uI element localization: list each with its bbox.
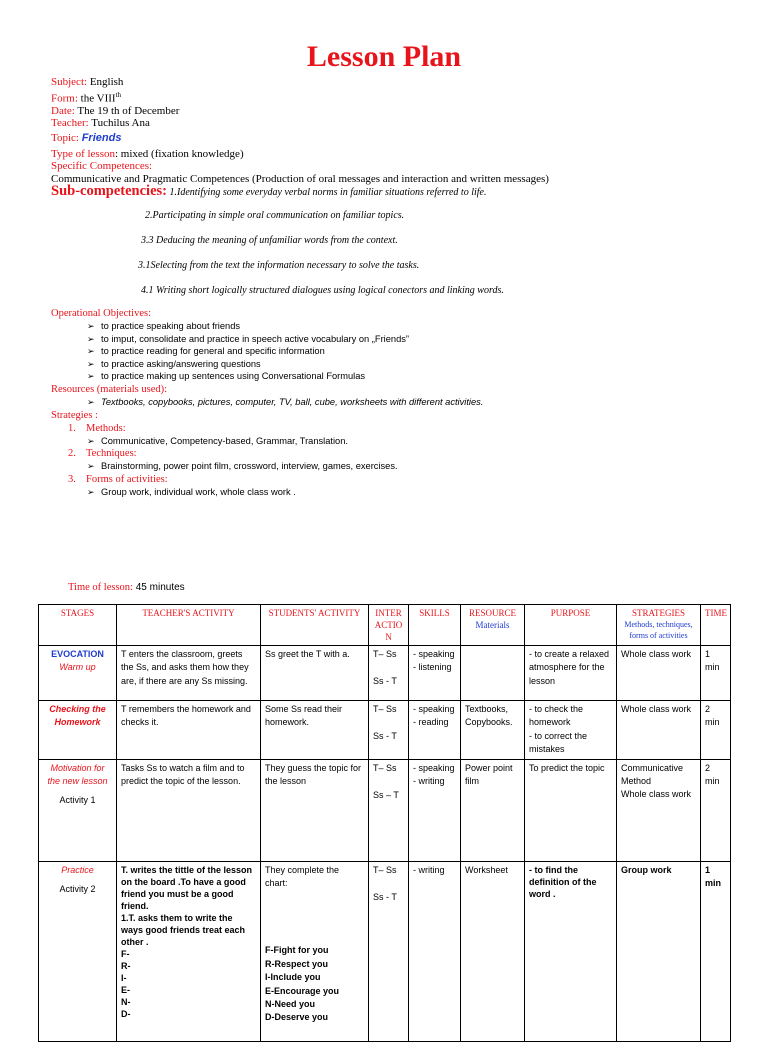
subject-value: English	[87, 76, 124, 88]
table-row	[39, 759, 731, 861]
cell-strategies: Whole class work	[617, 701, 701, 760]
time-label: Time of lesson:	[68, 582, 133, 593]
form-line	[51, 89, 549, 105]
type-label: Type of lesson	[51, 147, 115, 160]
resources-text: Textbooks, copybooks, pictures, computer, TV, ball, cube, worksheets with different activities.	[101, 396, 484, 407]
subcompetency-first: 1.Identifying some everyday verbal norms in familiar situations referred to life.	[167, 187, 487, 199]
header-resource-sub: Materials	[475, 620, 510, 630]
type-value: : mixed (fixation knowledge)	[115, 147, 244, 160]
arrow-bullet-icon: ➢	[87, 333, 95, 344]
stage-title: Practice	[61, 864, 94, 875]
cell-interaction	[369, 701, 409, 760]
arrow-bullet-icon: ➢	[87, 371, 95, 382]
chart-item: D-Deserve you	[265, 1012, 329, 1023]
header-skills: SKILLS	[409, 605, 461, 646]
activity-label: Activity 1	[59, 795, 96, 806]
list-item	[51, 320, 483, 333]
date-label: Date:	[51, 104, 75, 117]
interaction-line: T– Ss	[373, 704, 397, 714]
stage-title: Checking the Homework	[49, 704, 106, 728]
cell-students: Ss greet the T with a.	[261, 646, 369, 701]
header-purpose: PURPOSE	[525, 605, 617, 646]
header-students-activity: STUDENTS' ACTIVITY	[261, 605, 369, 646]
time-value: 45 minutes	[132, 582, 185, 593]
chart-item: N-Need you	[265, 999, 316, 1010]
arrow-bullet-icon: ➢	[87, 435, 95, 446]
date-line	[51, 105, 549, 118]
header-time: TIME	[701, 605, 731, 646]
objective-text: to imput, consolidate and practice in speech active vocabulary on „Friends”	[101, 333, 409, 344]
skill-item: - listening	[413, 662, 452, 673]
cell-purpose: To predict the topic	[525, 759, 617, 861]
skill-item: - reading	[413, 717, 449, 728]
topic-label: Topic:	[51, 132, 79, 145]
topic-line	[51, 132, 549, 145]
objective-text: to practice speaking about friends	[101, 321, 241, 331]
time-of-lesson	[68, 582, 185, 593]
lesson-meta	[51, 76, 549, 200]
stage-title: EVOCATION	[51, 649, 104, 659]
cell-time: 1 min	[701, 861, 731, 1041]
header-strategies-sub: Methods, techniques, forms of activities	[624, 620, 693, 640]
cell-purpose	[525, 701, 617, 760]
form-sup: th	[115, 90, 122, 99]
lesson-plan-table	[38, 604, 731, 1042]
form-label: Form:	[51, 92, 78, 105]
strategy-name: Techniques:	[86, 448, 137, 460]
interaction-line: Ss - T	[373, 676, 397, 687]
students-text: They complete the chart:	[265, 864, 340, 889]
list-item	[51, 345, 483, 358]
header-strategies	[617, 605, 701, 646]
letter-item: N-	[121, 996, 131, 1007]
cell-strategies	[617, 759, 701, 861]
table-row	[39, 861, 731, 1041]
arrow-bullet-icon: ➢	[87, 346, 95, 357]
header-resource-label: RESOURCE	[468, 608, 516, 618]
cell-stage	[39, 701, 117, 760]
cell-purpose: - to create a relaxed atmosphere for the lesson	[525, 646, 617, 701]
cell-stage	[39, 646, 117, 701]
cell-interaction	[369, 759, 409, 861]
cell-students	[261, 861, 369, 1041]
subcompetency-item: 3.3 Deducing the meaning of unfamiliar words from the context.	[141, 235, 398, 246]
objective-text: to practice making up sentences using Conversational Formulas	[101, 371, 366, 382]
objective-text: to practice asking/answering questions	[101, 358, 261, 369]
stage-subtitle: Warm up	[59, 662, 96, 673]
cell-students: Some Ss read their homework.	[261, 701, 369, 760]
activity-label: Activity 2	[59, 884, 96, 895]
arrow-bullet-icon: ➢	[87, 461, 95, 472]
cell-skills	[409, 759, 461, 861]
arrow-bullet-icon: ➢	[87, 486, 95, 497]
stage-title: Motivation for the new lesson	[47, 762, 108, 787]
list-item	[51, 333, 483, 346]
cell-strategies: Group work	[617, 861, 701, 1041]
objectives-list	[51, 320, 483, 383]
cell-students: They guess the topic for the lesson	[261, 759, 369, 861]
subject-line	[51, 76, 549, 89]
competences-value: Communicative and Pragmatic Competences (Production of oral messages and interaction and written messages)	[51, 172, 549, 185]
interaction-line: Ss - T	[373, 892, 397, 903]
competences-label: Specific Competences:	[51, 160, 153, 173]
cell-resource: Textbooks, Copybooks.	[461, 701, 525, 760]
strategy-group-heading	[51, 447, 483, 460]
chart-item: R-Respect you	[265, 958, 329, 969]
strategy-number: 2.	[68, 448, 76, 460]
objective-text: to practice reading for general and specific information	[101, 346, 325, 357]
list-item	[51, 358, 483, 371]
objectives-section	[51, 307, 483, 498]
header-strategies-label: STRATEGIES	[631, 608, 685, 618]
strategy-number: 1.	[68, 422, 76, 434]
cell-teacher: T enters the classroom, greets the Ss, and asks them how they are, if there are any Ss missing.	[117, 646, 261, 701]
objectives-label: Operational Objectives:	[51, 308, 152, 319]
subcompetencies-label: Sub-competencies:	[51, 183, 167, 200]
skill-item: - speaking	[413, 762, 455, 773]
cell-time: 1 min	[701, 646, 731, 701]
list-item	[51, 460, 483, 473]
interaction-line: T– Ss	[373, 864, 397, 875]
teacher-label: Teacher:	[51, 117, 89, 130]
letter-item: E-	[121, 984, 130, 995]
strategy-text: Group work, individual work, whole class work .	[101, 486, 296, 497]
skill-item: - writing	[413, 776, 445, 787]
cell-resource: Worksheet	[461, 861, 525, 1041]
strategy-group-heading	[51, 422, 483, 435]
skill-item: - speaking	[413, 704, 455, 714]
cell-teacher: T remembers the homework and checks it.	[117, 701, 261, 760]
interaction-line: Ss - T	[373, 731, 397, 742]
cell-purpose: - to find the definition of the word .	[525, 861, 617, 1041]
cell-time: 2 min	[701, 759, 731, 861]
strategy-text: Brainstorming, power point film, crossword, interview, games, exercises.	[101, 461, 398, 472]
chart-item: E-Encourage you	[265, 985, 340, 996]
list-item	[51, 370, 483, 383]
topic-value: Friends	[81, 132, 122, 145]
cell-interaction	[369, 646, 409, 701]
page-title: Lesson Plan	[306, 40, 462, 73]
subcompetency-item: 4.1 Writing short logically structured dialogues using logical conectors and linking words.	[141, 285, 504, 296]
list-item	[51, 396, 483, 409]
cell-skills	[409, 701, 461, 760]
list-item	[51, 435, 483, 448]
teacher-value: Tuchilus Ana	[88, 117, 150, 130]
interaction-line: T– Ss	[373, 762, 397, 773]
resources-label: Resources (materials used):	[51, 383, 168, 395]
cell-skills	[409, 646, 461, 701]
cell-interaction	[369, 861, 409, 1041]
letter-item: I-	[121, 972, 127, 983]
purpose-item: - to correct the mistakes	[529, 730, 588, 755]
arrow-bullet-icon: ➢	[87, 321, 95, 331]
cell-stage	[39, 861, 117, 1041]
strategy-name: Methods:	[86, 422, 126, 434]
skill-item: - speaking	[413, 649, 455, 659]
header-stages: STAGES	[39, 605, 117, 646]
chart-item: I-Include you	[265, 972, 321, 983]
header-interaction: INTER ACTIO N	[369, 605, 409, 646]
header-teacher-activity: TEACHER'S ACTIVITY	[117, 605, 261, 646]
strategies-label: Strategies :	[51, 409, 98, 421]
strategy-number: 3.	[68, 473, 76, 485]
table-row	[39, 646, 731, 701]
arrow-bullet-icon: ➢	[87, 358, 95, 369]
interaction-line: T– Ss	[373, 649, 397, 659]
cell-resource	[461, 646, 525, 701]
chart-item: F-Fight for you	[265, 945, 329, 956]
cell-teacher	[117, 861, 261, 1041]
strategy-text: Communicative, Competency-based, Grammar, Translation.	[101, 435, 348, 446]
cell-resource: Power point film	[461, 759, 525, 861]
subject-label: Subject:	[51, 76, 88, 88]
table-header-row	[39, 605, 731, 646]
arrow-bullet-icon: ➢	[87, 396, 95, 407]
letter-item: D-	[121, 1008, 131, 1019]
form-value: the VIII	[77, 92, 116, 105]
subcompetency-item: 3.1Selecting from the text the information necessary to solve the tasks.	[138, 260, 420, 271]
strategy-group-heading	[51, 473, 483, 486]
letter-item: F-	[121, 948, 130, 959]
cell-time: 2 min	[701, 701, 731, 760]
teacher-text: 1.T. asks them to write the ways good friends treat each other .	[121, 912, 246, 947]
list-item	[51, 486, 483, 499]
strategy-item: Communicative Method	[621, 762, 684, 787]
cell-strategies: Whole class work	[617, 646, 701, 701]
cell-stage	[39, 759, 117, 861]
interaction-line: Ss – T	[373, 790, 399, 801]
purpose-item: - to check the homework	[529, 704, 584, 728]
cell-teacher: Tasks Ss to watch a film and to predict the topic of the lesson.	[117, 759, 261, 861]
teacher-line	[51, 117, 549, 130]
letter-item: R-	[121, 960, 131, 971]
strategy-item: Whole class work	[621, 789, 692, 800]
teacher-text: T. writes the tittle of the lesson on the board .To have a good friend you must be a good friend.	[121, 864, 253, 911]
strategy-name: Forms of activities:	[86, 473, 168, 485]
subcompetency-item: 2.Participating in simple oral communication on familiar topics.	[145, 210, 405, 221]
table-row	[39, 701, 731, 760]
header-resource	[461, 605, 525, 646]
cell-skills	[409, 861, 461, 1041]
date-value: The 19 th of December	[74, 104, 180, 117]
subcompetencies-line	[51, 185, 549, 200]
type-line	[51, 148, 549, 161]
skill-item: - writing	[413, 864, 445, 875]
